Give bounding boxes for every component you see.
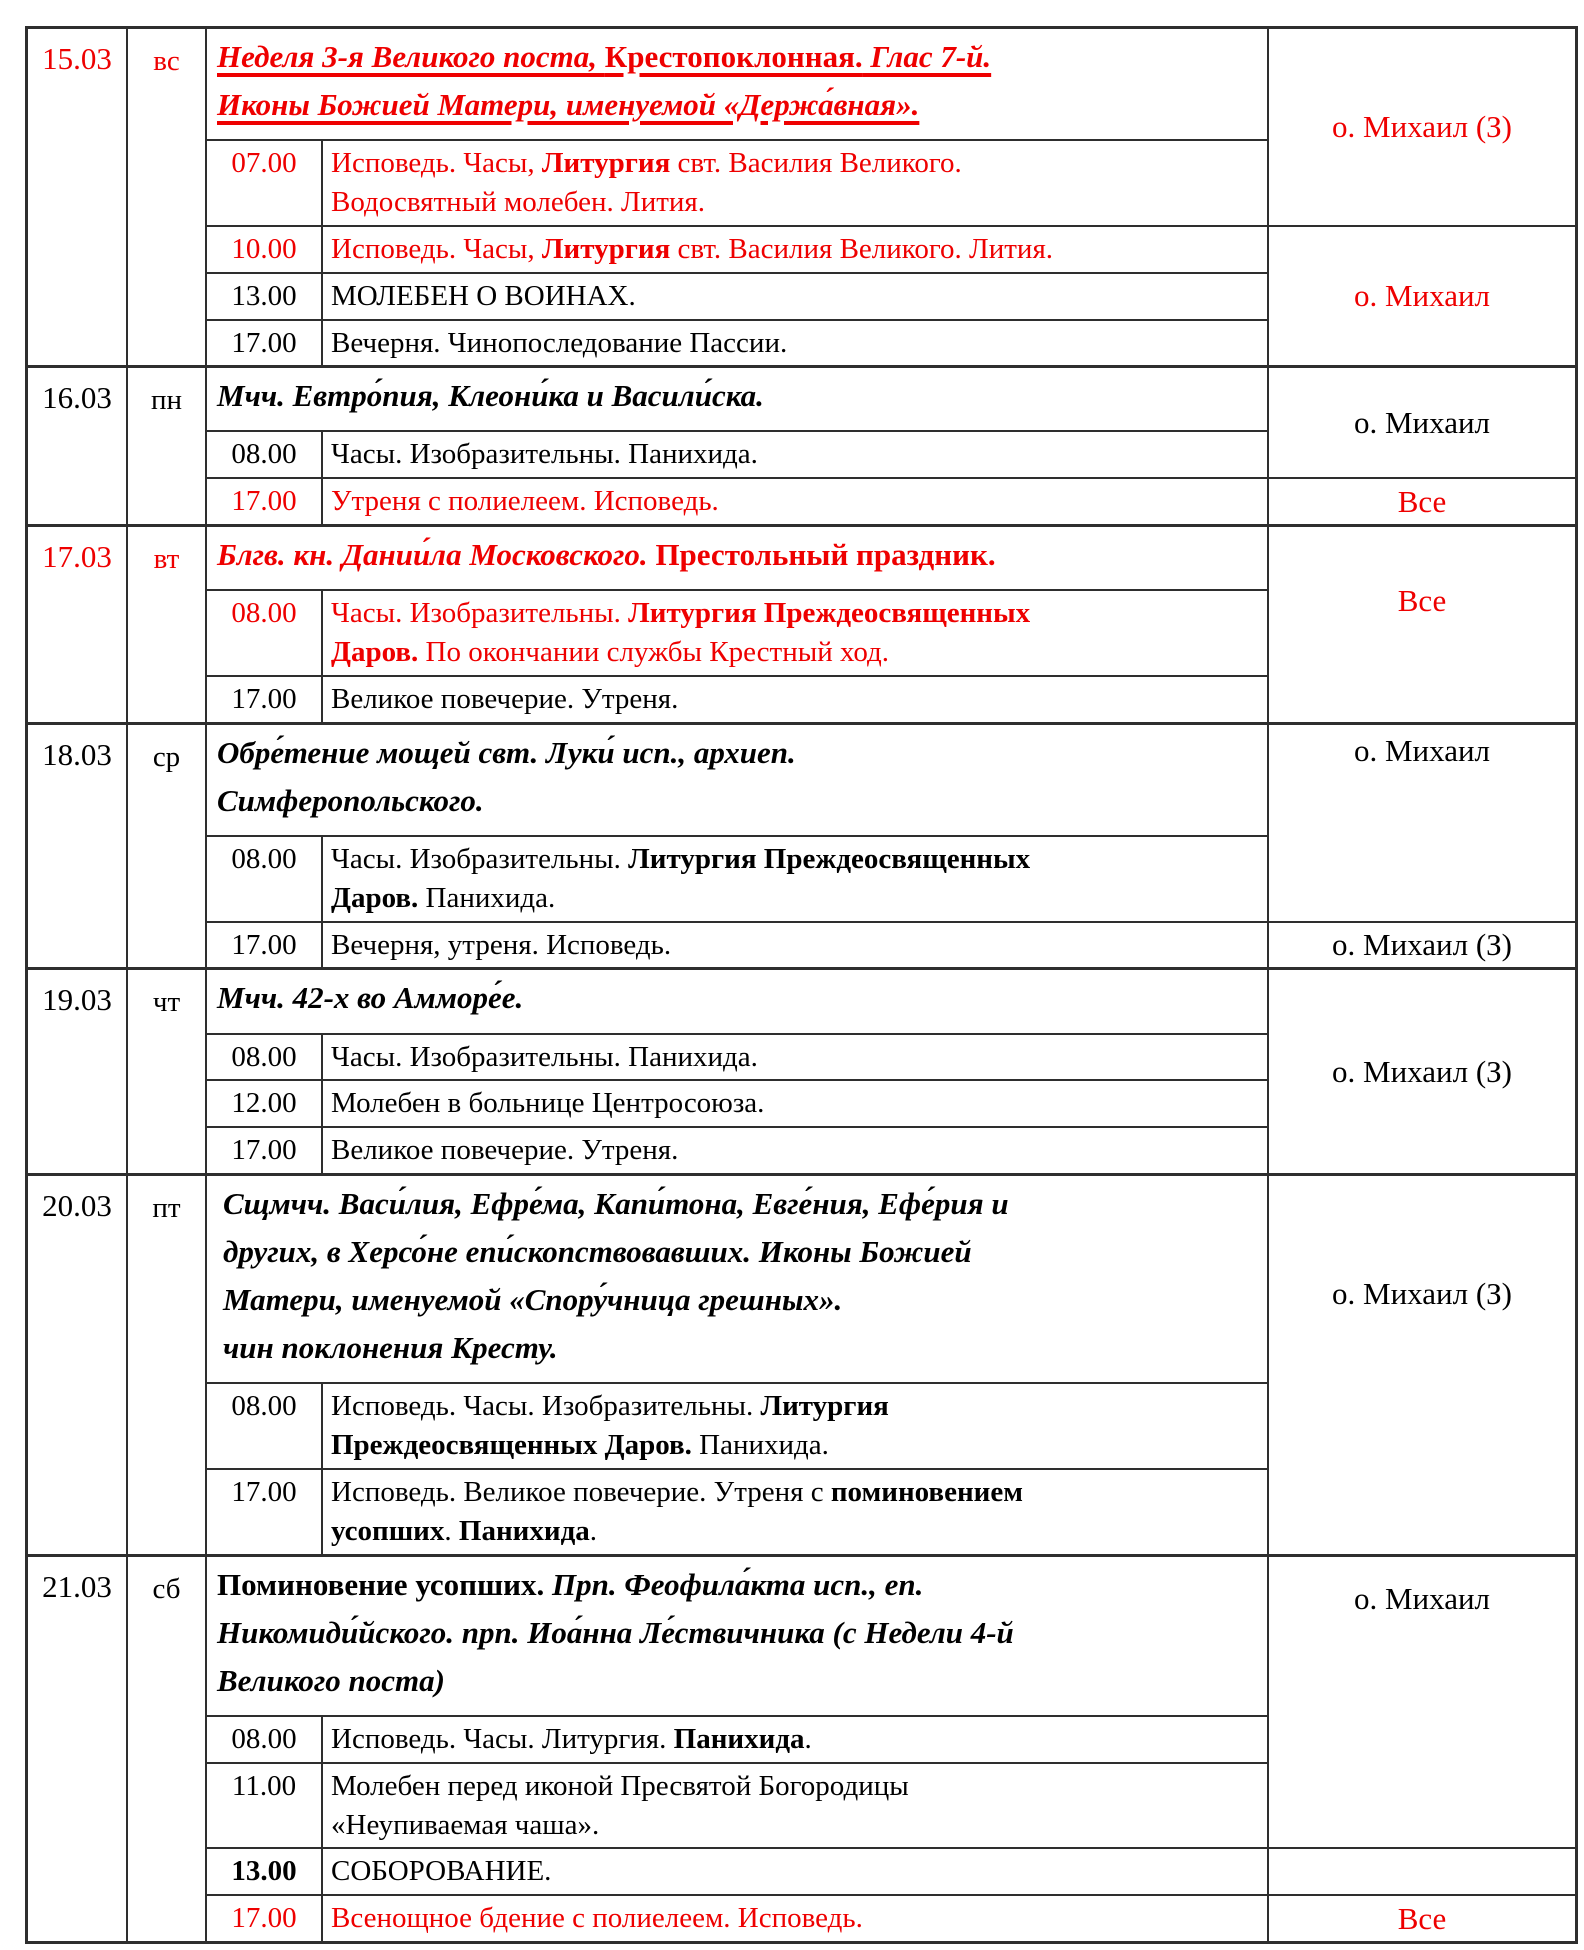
date-cell (28, 29, 126, 365)
schedule-row-19-03 (28, 967, 1575, 1173)
day-cell (126, 1176, 205, 1554)
time-cell: 17.00 (205, 1468, 321, 1554)
day-cell (126, 970, 205, 1173)
priest-cell: Все (1267, 527, 1575, 675)
schedule-row-15-03 (28, 29, 1575, 365)
schedule-row-18-03 (28, 722, 1575, 968)
time-cell: 08.00 (205, 1715, 321, 1762)
priest-cell: о. Михаил (З) (1267, 921, 1575, 968)
feast-title: Сщмчч. Васи́лия, Ефре́ма, Капи́тона, Евге́ния, Ефе́рия и других, в Херсо́не епи́скопствовавших. Иконы Божией Матери, именуемой «Спору́чница грешных». чин поклонения Кресту. (205, 1176, 1267, 1382)
service-cell: Великое повечерие. Утреня. (321, 1126, 1267, 1173)
time-cell: 08.00 (205, 589, 321, 675)
service-cell: Часы. Изобразительны. Панихида. (321, 1033, 1267, 1080)
day-cell (126, 368, 205, 524)
day-label: ср (152, 740, 181, 773)
service-cell: Исповедь. Часы. Литургия. Панихида. (321, 1715, 1267, 1762)
day-label: пн (150, 384, 183, 417)
time-cell: 13.00 (205, 1847, 321, 1894)
date-cell (28, 527, 126, 722)
schedule-row-16-03 (28, 365, 1575, 524)
feast-title: Поминовение усопших. Прп. Феофила́кта исп., еп. Никомиди́йского. прп. Иоа́нна Ле́ствичника (с Недели 4-й Великого поста) (205, 1557, 1267, 1715)
time-cell: 17.00 (205, 1894, 321, 1941)
date-cell (28, 970, 126, 1173)
service-cell: МОЛЕБЕН О ВОИНАХ. (321, 272, 1267, 319)
service-cell: Часы. Изобразительны. Литургия Преждеосвященных Даров. Панихида. (321, 835, 1267, 921)
time-cell: 12.00 (205, 1079, 321, 1126)
priest-cell: о. Михаил (1267, 225, 1575, 366)
priest-cell (1267, 1847, 1575, 1894)
time-cell: 07.00 (205, 139, 321, 225)
date-label: 21.03 (42, 1568, 112, 1604)
priest-cell (1267, 675, 1575, 722)
service-cell: Молебен перед иконой Пресвятой Богородицы «Неупиваемая чаша». (321, 1762, 1267, 1848)
date-cell (28, 368, 126, 524)
time-cell: 10.00 (205, 225, 321, 272)
date-cell (28, 725, 126, 968)
service-cell: Утреня с полиелеем. Исповедь. (321, 477, 1267, 524)
date-cell (28, 1557, 126, 1941)
time-cell: 17.00 (205, 1126, 321, 1173)
date-label: 16.03 (42, 380, 112, 416)
day-label: вс (153, 45, 180, 77)
day-cell (126, 29, 205, 365)
feast-title: Обре́тение мощей свт. Луки́ исп., архиеп. Симферопольского. (205, 725, 1267, 835)
service-cell: Великое повечерие. Утреня. (321, 675, 1267, 722)
time-cell: 13.00 (205, 272, 321, 319)
priest-cell: о. Михаил (З) (1267, 970, 1575, 1173)
priest-cell: о. Михаил (З) (1267, 1176, 1575, 1554)
service-cell: Часы. Изобразительны. Литургия Преждеосвященных Даров. По окончании службы Крестный ход. (321, 589, 1267, 675)
priest-cell: Все (1267, 477, 1575, 524)
feast-title: Мчч. Евтро́пия, Клеони́ка и Васили́ска. (205, 368, 1267, 430)
priest-cell: о. Михаил (1267, 368, 1575, 477)
service-cell: СОБОРОВАНИЕ. (321, 1847, 1267, 1894)
schedule-row-20-03 (28, 1173, 1575, 1554)
priest-cell: о. Михаил (1267, 1557, 1575, 1848)
service-cell: Исповедь. Великое повечерие. Утреня с поминовением усопших. Панихида. (321, 1468, 1267, 1554)
service-cell: Исповедь. Часы. Изобразительны. Литургия Преждеосвященных Даров. Панихида. (321, 1382, 1267, 1468)
priest-cell: о. Михаил (З) (1267, 29, 1575, 225)
time-cell: 08.00 (205, 835, 321, 921)
date-label: 17.03 (42, 539, 112, 575)
date-label: 19.03 (42, 982, 112, 1018)
time-cell: 08.00 (205, 1033, 321, 1080)
feast-title: Блгв. кн. Дании́ла Московского. Престольный праздник. (205, 527, 1267, 589)
service-cell: Молебен в больнице Центросоюза. (321, 1079, 1267, 1126)
time-cell: 17.00 (205, 319, 321, 366)
time-cell: 17.00 (205, 921, 321, 968)
service-cell: Исповедь. Часы, Литургия свт. Василия Великого. Лития. (321, 225, 1267, 272)
day-label: пт (152, 1192, 181, 1225)
date-label: 15.03 (42, 41, 112, 76)
schedule-row-21-03 (28, 1554, 1575, 1941)
priest-cell: Все (1267, 1894, 1575, 1941)
service-cell: Вечерня, утреня. Исповедь. (321, 921, 1267, 968)
schedule-row-17-03 (28, 524, 1575, 722)
service-cell: Вечерня. Чинопоследование Пассии. (321, 319, 1267, 366)
priest-cell: о. Михаил (1267, 725, 1575, 921)
time-cell: 11.00 (205, 1762, 321, 1848)
service-cell: Часы. Изобразительны. Панихида. (321, 430, 1267, 477)
time-cell: 17.00 (205, 477, 321, 524)
date-cell (28, 1176, 126, 1554)
service-cell: Исповедь. Часы, Литургия свт. Василия Великого. Водосвятный молебен. Лития. (321, 139, 1267, 225)
day-cell (126, 527, 205, 722)
date-label: 18.03 (42, 736, 112, 772)
time-cell: 08.00 (205, 430, 321, 477)
time-cell: 08.00 (205, 1382, 321, 1468)
day-label: сб (152, 1572, 181, 1605)
feast-title: Мчч. 42-х во Амморе́е. (205, 970, 1267, 1032)
day-label: чт (152, 986, 181, 1019)
feast-title: Неделя 3-я Великого поста, Крестопоклонная. Глас 7-й. Иконы Божией Матери, именуемой «Держа́вная». (205, 29, 1267, 139)
day-cell (126, 725, 205, 968)
day-cell (126, 1557, 205, 1941)
service-schedule-table (25, 26, 1578, 1944)
service-cell: Всенощное бдение с полиелеем. Исповедь. (321, 1894, 1267, 1941)
day-label: вт (153, 543, 180, 576)
time-cell: 17.00 (205, 675, 321, 722)
date-label: 20.03 (42, 1188, 112, 1224)
